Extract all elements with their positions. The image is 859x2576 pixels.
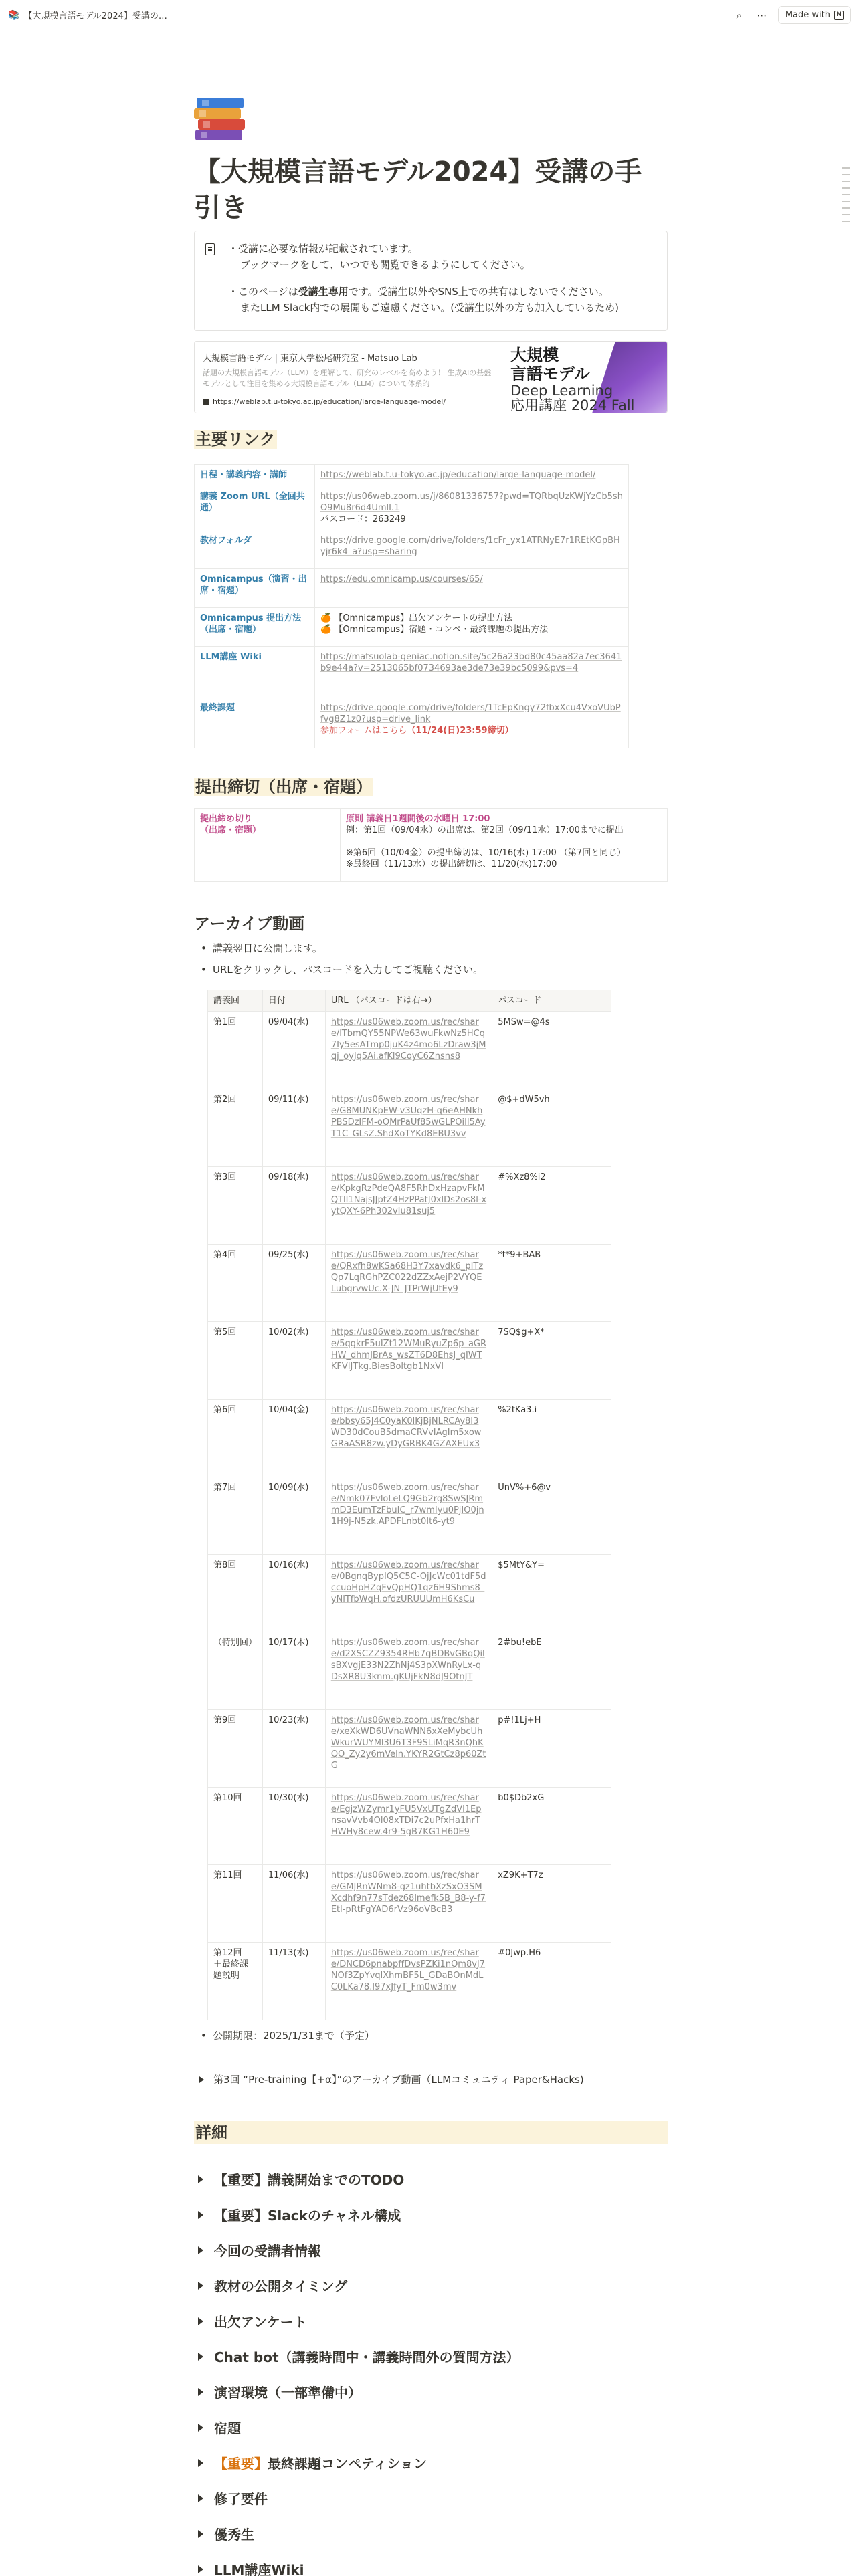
recording-link[interactable]: https://us06web.zoom.us/rec/share/5qgkrF5uIZt12WMuRyuZp6p_aGRHW_dhmJBrAs_wsZT6D8EhsJ_qIWTKFVIJTkg.BiesBoltgb1NxVI — [330, 1327, 487, 1372]
recording-link[interactable]: https://us06web.zoom.us/rec/share/lTbmQY55NPWe63wuFkwNz5HCq7Iy5esATmp0juK4z4mo6LzDraw3jMqj_oyJq5Ai.afKl9CoyC6Znsns8 — [330, 1017, 486, 1061]
recording-link[interactable]: https://us06web.zoom.us/rec/share/bbsy65J4C0yaK0lKjBjNLRCAy8I3WD30dCouB5dmaCRVvIAgIm5xowGRaASR8zw.yDyGRBK4GZAXEUx3 — [330, 1405, 482, 1449]
bookmark-title: 大規模言語モデル | 東京大学松尾研究室 - Matsuo Lab — [203, 354, 417, 364]
course-bookmark[interactable] — [194, 341, 668, 413]
table-row — [195, 697, 629, 748]
toggle-excellent[interactable]: 優秀生 — [194, 2516, 668, 2551]
made-with-button[interactable] — [778, 6, 851, 24]
table-row: 第9回 10/23(水) https://us06web.zoom.us/rec/share/xeXkWD6UVnaWNN6xXeMybcUhWkurWUYMl3U6T3F9SLiMqR3nQhKQO_Zy2y6mVeln.YKYR2GtCz8p60ZtG p#!1Lj+H — [208, 1710, 611, 1788]
deadline-table — [194, 808, 668, 882]
table-row — [195, 530, 629, 569]
table-row: 第10回 10/30(水) https://us06web.zoom.us/rec/share/EgjzWZymr1yFU5VxUTgZdVl1EpnsavVvb4Ol08xTDi7c2uPfxHa1hrTHWHy8cew.4r9-5gB7KG1H60E9 b0$Db2xG — [208, 1788, 611, 1865]
details-toggles — [194, 2161, 668, 2576]
callout-line: またLLM Slack内での展開もご遠慮ください。(受講生以外の方も加入しているため) — [240, 302, 619, 314]
toggle-arrow-icon — [198, 2211, 203, 2219]
zoom-passcode: パスコード：263249 — [320, 514, 406, 524]
recording-link[interactable]: https://us06web.zoom.us/rec/share/d2XSCZZ9354RHb7qBDBvGBqQilsBXvgjE33N2ZhNj4S3pXWnRyLx-qDsXR8U3knm.gKUjFkN8dJ9OtnJT — [330, 1638, 485, 1682]
link-label: 教材フォルダ — [195, 530, 315, 569]
deadline-note: ※第6回（10/04金）の提出締切は、10/16(水) 17:00 （第7回と同じ） — [346, 848, 626, 858]
breadcrumb-title: 【大規模言語モデル2024】受講の… — [23, 11, 167, 21]
link-label: 日程・講義内容・講師 — [195, 465, 315, 486]
passcode: #0Jwp.H6 — [492, 1943, 611, 2020]
passcode: %2tKa3.i — [492, 1400, 611, 1477]
toggle-homework[interactable]: 宿題 — [194, 2409, 668, 2445]
toggle-attendee-info[interactable]: 今回の受講者情報 — [194, 2232, 668, 2268]
table-row: 第12回 ＋最終課題説明 11/13(水) https://us06web.zoom.us/rec/share/DNCD6pnabpffDvsPZKi1nQm8vJ7NOf3ZpYvqlXhmBF5L_GDaBOnMdLC0LKa78.l97xJfyT_Fm0w3mv #0Jwp.H6 — [208, 1943, 611, 2020]
toggle-todo[interactable]: 【重要】講義開始までのTODO — [194, 2161, 668, 2197]
omnicampus-link[interactable]: https://edu.omnicamp.us/courses/65/ — [320, 574, 483, 584]
table-row: 第1回 09/04(水) https://us06web.zoom.us/rec/share/lTbmQY55NPWe63wuFkwNz5HCq7Iy5esATmp0juK4z4mo6LzDraw3jMqj_oyJq5Ai.afKl9CoyC6Znsns8 5MSw=@4s — [208, 1012, 611, 1089]
toggle-arrow-icon — [198, 2388, 203, 2396]
recording-link[interactable]: https://us06web.zoom.us/rec/share/0BgnqBypIQ5C5C-OjJcWc01tdF5dccuoHpHZqFvQpHQ1qz6H9Shms8_yNlTfbWqH.ofdzURUUUmH6KsCu — [330, 1560, 486, 1604]
archive-notes — [194, 940, 668, 983]
homework-howto-link[interactable]: 🍊 【Omnicampus】宿題・コンペ・最終課題の提出方法 — [320, 625, 549, 635]
callout-line: ・このページは受講生専用です。受講生以外やSNS上での共有はしないでください。 — [228, 286, 609, 298]
recording-link[interactable]: https://us06web.zoom.us/rec/share/DNCD6pnabpffDvsPZKi1nQm8vJ7NOf3ZpYvqlXhmBF5L_GDaBOnMdLC0LKa78.l97xJfyT_Fm0w3mv — [330, 1948, 486, 1992]
list-item: • 公開期限：2025/1/31まで（予定） — [194, 2028, 668, 2044]
form-note: 参加フォームはこちら（11/24(日)23:59締切） — [320, 726, 514, 736]
section-heading-main-links: 主要リンク — [195, 430, 276, 449]
list-item: • 講義翌日に公開します。 — [194, 940, 668, 956]
callout-line: ・受講に必要な情報が記載されています。 — [228, 243, 418, 255]
link-label: 講義 Zoom URL（全回共通） — [195, 486, 315, 530]
deadline-rule: 原則 講義日1週間後の水曜日 17:00 — [346, 814, 490, 824]
link-label: Omnicampus 提出方法（出席・宿題） — [195, 608, 315, 647]
passcode: p#!1Lj+H — [492, 1710, 611, 1788]
outline-ticks[interactable] — [842, 167, 850, 222]
column-header: 講義回 — [208, 990, 263, 1012]
toggle-arrow-icon — [198, 2530, 203, 2538]
notion-logo-icon: N — [834, 11, 844, 20]
table-row: 第2回 09/11(水) https://us06web.zoom.us/rec/share/G8MUNKpEW-v3UqzH-q6eAHNkhPBSDzIFM-oQMrPaUf85wGLPOiIl5AyT1C_GLsZ.ShdXoTYKd8EBU3vv @$+dW5vh — [208, 1089, 611, 1167]
table-row: 第3回 09/18(水) https://us06web.zoom.us/rec/share/KpkgRzPdeQA8F5RhDxHzapvFkMQTlI1NajsJJptZ4HzPPatJ0xlDs2os8l-xytQXY-6Ph302vIu81suj5 #%Xz8%i2 — [208, 1167, 611, 1245]
table-row — [195, 647, 629, 697]
breadcrumb[interactable] — [8, 9, 167, 21]
toggle-arrow-icon — [198, 2353, 203, 2361]
table-row — [195, 608, 629, 647]
passcode: 5MSw=@4s — [492, 1012, 611, 1089]
passcode: @$+dW5vh — [492, 1089, 611, 1167]
toggle-arrow-icon — [198, 2424, 203, 2432]
recording-link[interactable]: https://us06web.zoom.us/rec/share/GMJRnWNm8-gz1uhtbXzSxO3SMXcdhf9n77sTdez68lmefk5B_B8-y-f7Etl-pRtFgYAD6rVz96oVBcB3 — [330, 1870, 486, 1915]
link-label: Omnicampus（演習・出席・宿題） — [195, 569, 315, 608]
search-icon[interactable]: ⌕ — [736, 9, 743, 21]
books-icon: 📚 — [8, 9, 20, 21]
deadline-label: 提出締め切り （出席・宿題） — [195, 809, 341, 882]
passcode: UnV%+6@v — [492, 1477, 611, 1555]
column-header: パスコード — [492, 990, 611, 1012]
table-row: （特別回） 10/17(木) https://us06web.zoom.us/rec/share/d2XSCZZ9354RHb7qBDBvGBqQilsBXvgjE33N2ZhNj4S3pXWnRyLx-qDsXR8U3knm.gKUjFkN8dJ9OtnJT 2#bu!ebE — [208, 1632, 611, 1710]
page-books-icon — [194, 95, 246, 147]
recording-link[interactable]: https://us06web.zoom.us/rec/share/Nmk07FvloLeLQ9Gb2rg8SwSJRmmD3EumTzFbuIC_r7wmIyu0PjIQ0jn1H9j-N5zk.APDFLnbt0It6-yt9 — [330, 1483, 484, 1527]
notice-callout — [194, 231, 668, 331]
toggle-arrow-icon — [198, 2494, 203, 2502]
link-label: LLM講座 Wiki — [195, 647, 315, 697]
toggle-arrow-icon — [198, 2565, 203, 2573]
schedule-link[interactable]: https://weblab.t.u-tokyo.ac.jp/education/large-language-model/ — [320, 470, 596, 480]
toggle-arrow-icon[interactable] — [199, 2076, 204, 2083]
wiki-link[interactable]: https://matsuolab-geniac.notion.site/5c26a23bd80c45aa82a7ec3641b9e44a?v=2513065bf0734693ae3de73e39bc5099&pvs=4 — [320, 652, 622, 673]
table-row — [195, 486, 629, 530]
table-row: 第6回 10/04(金) https://us06web.zoom.us/rec/share/bbsy65J4C0yaK0lKjBjNLRCAy8I3WD30dCouB5dmaCRVvIAgIm5xowGRaASR8zw.yDyGRBK4GZAXEUx3 %2tKa3.i — [208, 1400, 611, 1477]
passcode: xZ9K+T7z — [492, 1865, 611, 1943]
recording-link[interactable]: https://us06web.zoom.us/rec/share/QRxfh8wKSa68H3Y7xavdk6_pITzQp7LqRGhPZC022dZZxAejP2VYQELubgrvwUc.X-JN_JTPrWjUtEy9 — [330, 1250, 484, 1294]
pretraining-toggle[interactable]: 第3回 “Pre-training【+α】”のアーカイブ動画（LLMコミュニティ Paper&Hacks) — [194, 2072, 584, 2088]
column-header: 日付 — [262, 990, 325, 1012]
recording-link[interactable]: https://us06web.zoom.us/rec/share/KpkgRzPdeQA8F5RhDxHzapvFkMQTlI1NajsJJptZ4HzPPatJ0xlDs2os8l-xytQXY-6Ph302vIu81suj5 — [330, 1172, 487, 1216]
table-row: 第8回 10/16(水) https://us06web.zoom.us/rec/share/0BgnqBypIQ5C5C-OjJcWc01tdF5dccuoHpHZqFvQpHQ1qz6H9Shms8_yNlTfbWqH.ofdzURUUUmH6KsCu $5MtY&Y= — [208, 1555, 611, 1632]
passcode: $5MtY&Y= — [492, 1555, 611, 1632]
toggle-chatbot[interactable]: Chat bot（講義時間中・講義時間外の質問方法） — [194, 2339, 668, 2374]
table-row: 第11回 11/06(水) https://us06web.zoom.us/rec/share/GMJRnWNm8-gz1uhtbXzSxO3SMXcdhf9n77sTdez68lmefk5B_B8-y-f7Etl-pRtFgYAD6rVz96oVBcB3 xZ9K+T7z — [208, 1865, 611, 1943]
passcode: 7SQ$g+X* — [492, 1322, 611, 1400]
bookmark-url: https://weblab.t.u-tokyo.ac.jp/education/large-language-model/ — [203, 397, 496, 406]
recording-link[interactable]: https://us06web.zoom.us/rec/share/xeXkWD6UVnaWNN6xXeMybcUhWkurWUYMl3U6T3F9SLiMqR3nQhKQO_Zy2y6mVeln.YKYR2GtCz8p60ZtG — [330, 1715, 486, 1771]
passcode: *t*9+BAB — [492, 1245, 611, 1322]
table-row: 第5回 10/02(水) https://us06web.zoom.us/rec/share/5qgkrF5uIZt12WMuRyuZp6p_aGRHW_dhmJBrAs_wsZT6D8EhsJ_qIWTKFVIJTkg.BiesBoltgb1NxVI 7SQ$g+X* — [208, 1322, 611, 1400]
deadline-example: 例：第1回（09/04水）の出席は、第2回（09/11水）17:00までに提出 — [346, 825, 624, 835]
toggle-arrow-icon — [198, 2246, 203, 2254]
toggle-final-competition[interactable]: 【重要】 最終課題コンペティション — [194, 2445, 668, 2480]
toggle-arrow-icon — [198, 2175, 203, 2183]
table-row — [195, 569, 629, 608]
page-title: 【大規模言語モデル2024】受講の手 引き — [194, 156, 642, 223]
recording-link[interactable]: https://us06web.zoom.us/rec/share/G8MUNKpEW-v3UqzH-q6eAHNkhPBSDzIFM-oQMrPaUf85wGLPOiIl5AyT1C_GLsZ.ShdXoTYKd8EBU3vv — [330, 1095, 486, 1139]
materials-folder-link[interactable]: https://drive.google.com/drive/folders/1cFr_yx1ATRNyE7r1REtKGpBHyjr6k4_a?usp=sharing — [320, 536, 620, 557]
passcode: b0$Db2xG — [492, 1788, 611, 1865]
passcode: #%Xz8%i2 — [492, 1167, 611, 1245]
toggle-arrow-icon — [198, 2317, 203, 2325]
archive-table — [207, 990, 611, 2020]
toggle-attendance[interactable]: 出欠アンケート — [194, 2303, 668, 2339]
bookmark-description: 話題の大規模言語モデル（LLM）を理解して、研究のレベルを高めよう！ 生成AIの基盤モデルとして注目を集める大規模言語モデル（LLM）について体系的 — [203, 368, 492, 388]
main-links-table — [194, 464, 629, 748]
table-row: 第7回 10/09(水) https://us06web.zoom.us/rec/share/Nmk07FvloLeLQ9Gb2rg8SwSJRmmD3EumTzFbuIC_r7wmIyu0PjIQ0jn1H9j-N5zk.APDFLnbt0It6-yt9 UnV%+6@v — [208, 1477, 611, 1555]
toggle-arrow-icon — [198, 2282, 203, 2290]
final-project-link[interactable]: https://drive.google.com/drive/folders/1TcEpKngy72fbxXcu4VxoVUbPfvg8Z1z0?usp=drive_link — [320, 703, 621, 724]
toggle-completion[interactable]: 修了要件 — [194, 2480, 668, 2516]
section-heading-details: 詳細 — [194, 2121, 668, 2144]
more-icon[interactable]: ⋯ — [757, 9, 767, 21]
toggle-slack-channels[interactable]: 【重要】Slackのチャネル構成 — [194, 2197, 668, 2232]
archive-public-note — [194, 2028, 668, 2049]
table-row — [195, 809, 668, 882]
form-link[interactable]: こちら — [381, 726, 407, 736]
callout-line: ブックマークをして、いつでも閲覧できるようにしてください。 — [240, 259, 531, 271]
toggle-arrow-icon — [198, 2459, 203, 2467]
recording-link[interactable]: https://us06web.zoom.us/rec/share/EgjzWZymr1yFU5VxUTgZdVl1EpnsavVvb4Ol08xTDi7c2uPfxHa1hrTHWHy8cew.4r9-5gB7KG1H60E9 — [330, 1793, 482, 1837]
toggle-material-timing[interactable]: 教材の公開タイミング — [194, 2268, 668, 2303]
toggle-wiki[interactable]: LLM講座Wiki — [194, 2551, 668, 2576]
link-label: 最終課題 — [195, 697, 315, 748]
section-heading-archive: アーカイブ動画 — [194, 914, 305, 933]
passcode: 2#bu!ebE — [492, 1632, 611, 1710]
made-with-label: Made with — [785, 10, 830, 20]
top-bar — [0, 0, 859, 30]
column-header: URL （パスコードは右→） — [325, 990, 492, 1012]
toggle-exercise-env[interactable]: 演習環境（一部準備中） — [194, 2374, 668, 2409]
favicon-icon — [203, 399, 209, 405]
document-icon — [205, 243, 215, 255]
section-heading-deadline: 提出締切（出席・宿題） — [195, 778, 372, 796]
bookmark-thumbnail: 大規模 言語モデル Deep Learning 応用講座 2024 Fall — [504, 342, 667, 413]
attendance-howto-link[interactable]: 🍊 【Omnicampus】出欠アンケートの提出方法 — [320, 613, 513, 623]
table-row — [195, 465, 629, 486]
list-item: • URLをクリックし、パスコードを入力してご視聴ください。 — [194, 962, 668, 978]
zoom-link[interactable]: https://us06web.zoom.us/j/86081336757?pwd=TQRbqUzKWjYzCb5shO9Mu8r6d4UmlI.1 — [320, 492, 623, 513]
deadline-note: ※最終回（11/13水）の提出締切は、11/20(水)17:00 — [346, 859, 557, 869]
table-row: 第4回 09/25(水) https://us06web.zoom.us/rec/share/QRxfh8wKSa68H3Y7xavdk6_pITzQp7LqRGhPZC022dZZxAejP2VYQELubgrvwUc.X-JN_JTPrWjUtEy9 *t*9+BAB — [208, 1245, 611, 1322]
table-header-row — [208, 990, 611, 1012]
